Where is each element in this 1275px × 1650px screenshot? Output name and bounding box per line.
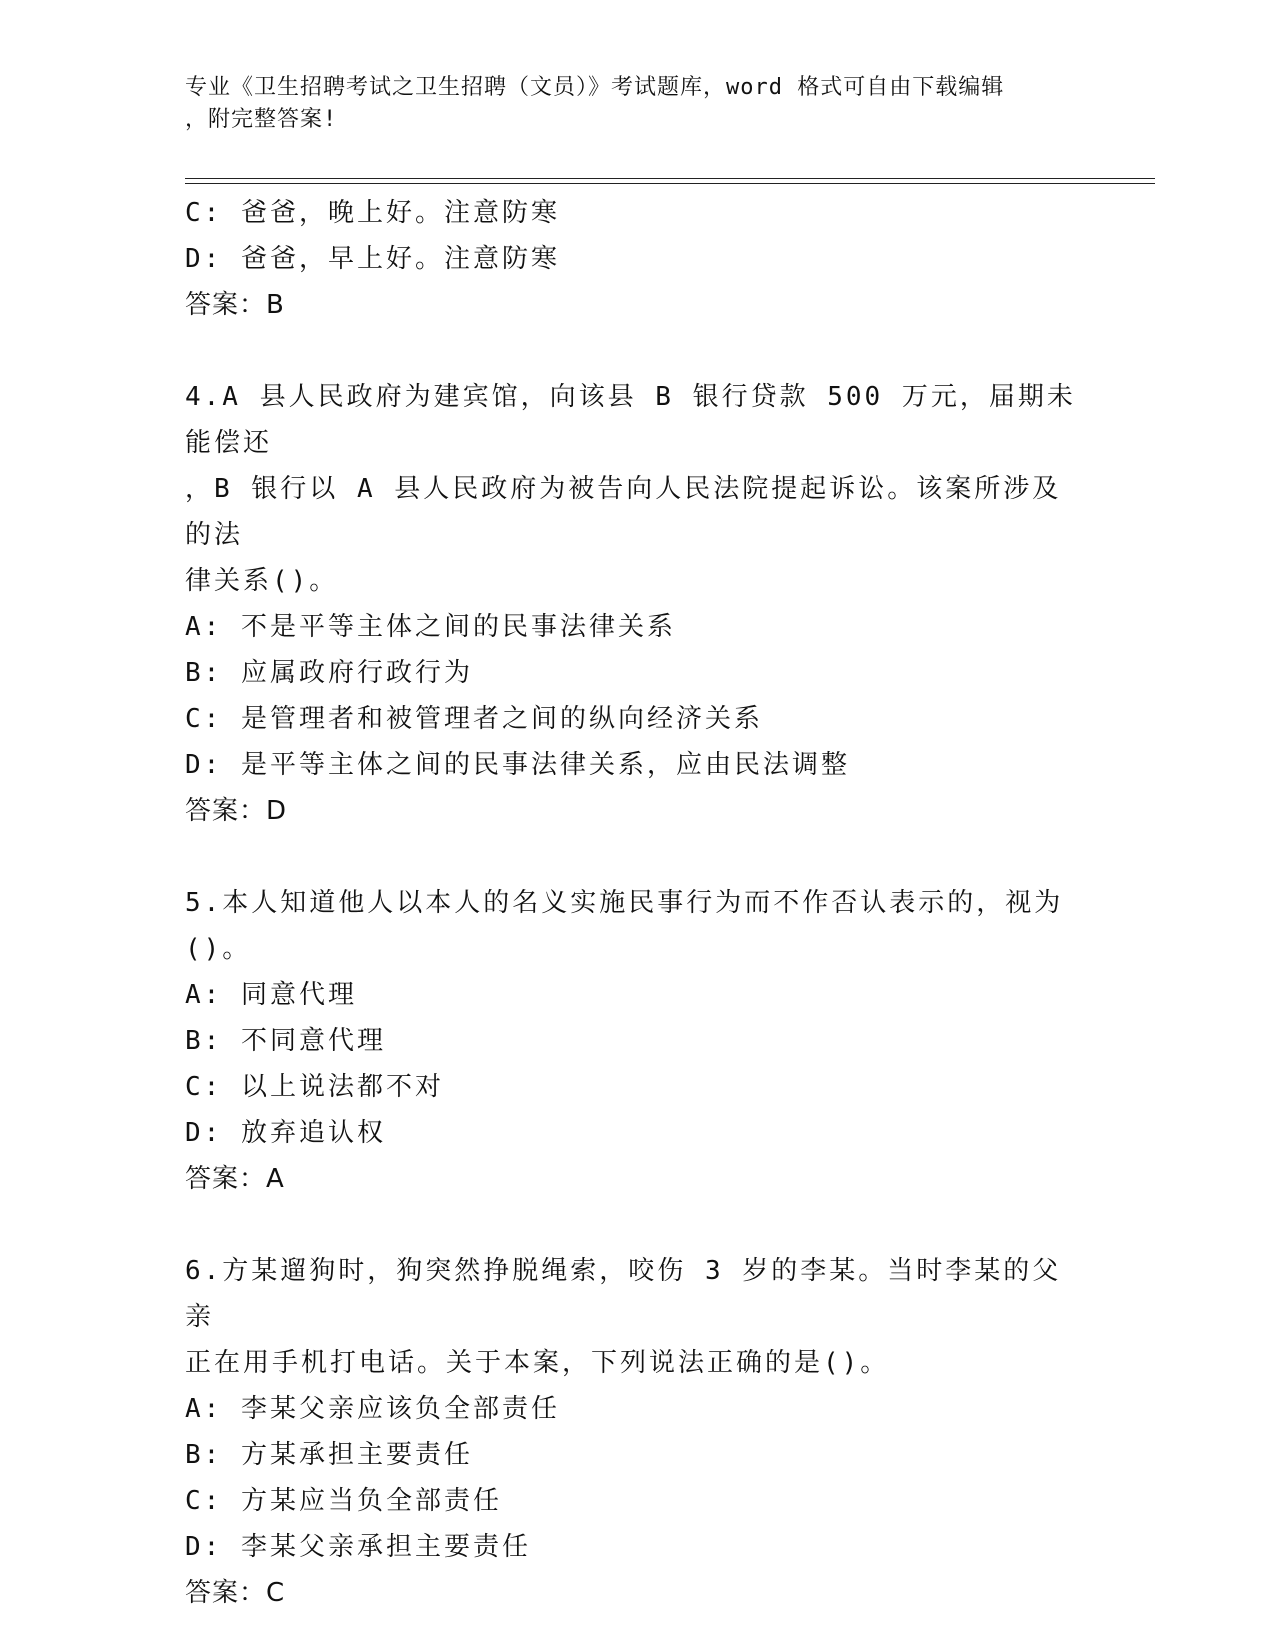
option-a: A: 同意代理 xyxy=(185,980,357,1010)
option-a: A: 李某父亲应该负全部责任 xyxy=(185,1394,560,1424)
question-5 xyxy=(185,880,1085,1202)
option-a: A: 不是平等主体之间的民事法律关系 xyxy=(185,612,676,642)
question-stem xyxy=(185,374,1085,604)
question-stem-line: ，B 银行以 A 县人民政府为被告向人民法院提起诉讼。该案所涉及的法 xyxy=(185,474,1062,550)
question-stem-line: 正在用手机打电话。关于本案，下列说法正确的是()。 xyxy=(185,1348,890,1378)
header-line-1: 专业《卫生招聘考试之卫生招聘（文员）》考试题库，word 格式可自由下载编辑 xyxy=(185,75,1005,100)
option-c: C: 是管理者和被管理者之间的纵向经济关系 xyxy=(185,704,763,734)
option-d: D: 放弃追认权 xyxy=(185,1118,386,1148)
question-stem-line: 4.A 县人民政府为建宾馆，向该县 B 银行贷款 500 万元，届期未能偿还 xyxy=(185,382,1076,458)
header-line-2: ，附完整答案! xyxy=(185,107,338,132)
option-c: C: 以上说法都不对 xyxy=(185,1072,444,1102)
header-divider-top xyxy=(185,178,1155,179)
question-stem-line: 5.本人知道他人以本人的名义实施民事行为而不作否认表示的，视为 xyxy=(185,888,1064,918)
answer-line: 答案：B xyxy=(185,290,285,320)
option-c: C: 方某应当负全部责任 xyxy=(185,1486,502,1516)
prev-question-block xyxy=(185,190,1085,328)
answer-line: 答案：C xyxy=(185,1578,286,1608)
option-d: D: 爸爸，早上好。注意防寒 xyxy=(185,244,560,274)
question-list xyxy=(185,190,1085,1616)
question-stem-line: 律关系()。 xyxy=(185,566,339,596)
option-b: B: 应属政府行政行为 xyxy=(185,658,473,688)
question-stem-line: ()。 xyxy=(185,934,252,964)
question-stem xyxy=(185,1248,1085,1386)
question-stem-line: 6.方某遛狗时，狗突然挣脱绳索，咬伤 3 岁的李某。当时李某的父亲 xyxy=(185,1256,1062,1332)
document-header xyxy=(185,72,1085,136)
question-stem xyxy=(185,880,1085,972)
answer-line: 答案：D xyxy=(185,796,288,826)
question-4 xyxy=(185,374,1085,834)
option-c: C: 爸爸，晚上好。注意防寒 xyxy=(185,198,560,228)
header-divider-bottom xyxy=(185,183,1155,184)
answer-line: 答案：A xyxy=(185,1164,285,1194)
option-b: B: 方某承担主要责任 xyxy=(185,1440,473,1470)
question-6 xyxy=(185,1248,1085,1616)
option-d: D: 是平等主体之间的民事法律关系，应由民法调整 xyxy=(185,750,850,780)
option-d: D: 李某父亲承担主要责任 xyxy=(185,1532,531,1562)
option-b: B: 不同意代理 xyxy=(185,1026,386,1056)
